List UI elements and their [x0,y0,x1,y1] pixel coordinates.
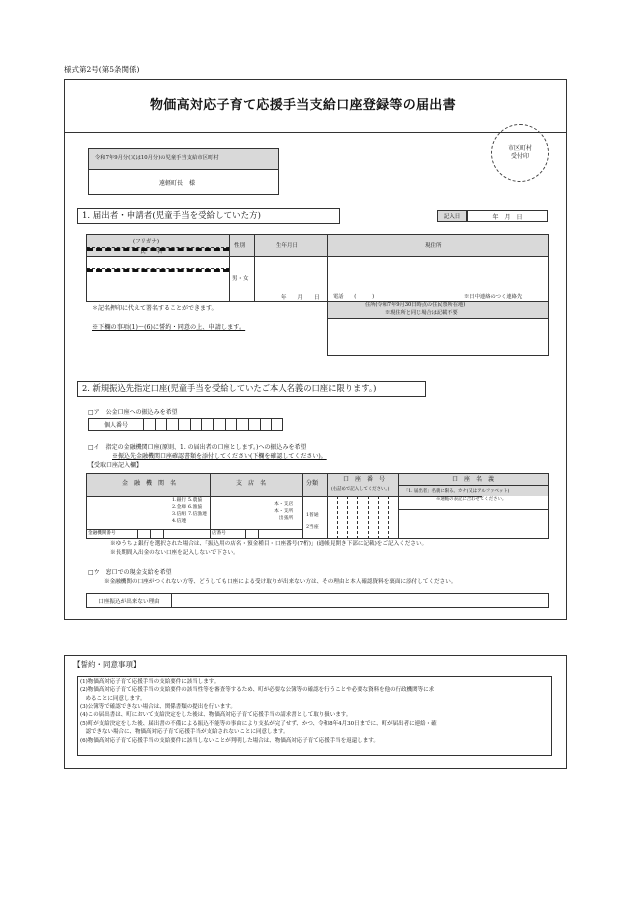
registered-address-note: ※現住所と同じ場合は記載不要 [385,310,458,316]
address-header: 現住所 [425,243,442,249]
bank-name-header: 金 融 機 関 名 [122,480,177,487]
digit-cell-divider [213,418,214,431]
account-digit-divider [368,496,369,539]
addressee-line1: 令和7年9月分(又は10月分)の児童手当支給市区町村 [95,155,219,161]
furigana-label: (フリガナ) [133,239,160,245]
account-number-note: (右詰めで記入してください。) [331,487,390,492]
pledge-item: めることに同意します。 [80,695,146,702]
digit-cell-divider [236,418,237,431]
form-title: 物価高対応子育て応援手当支給口座登録等の届出書 [150,98,456,113]
account-category-option[interactable]: 2当座 [306,525,319,531]
digit-cell-divider [201,418,202,431]
gender-header: 性別 [234,243,246,249]
dormant-account-note: ※長期間入出金のない口座を記入しないで下さい。 [110,550,239,556]
option-u-note: ※金融機関の口座がつくれない方等、どうしても口座による受け取りが出来ない方は、その理由と本人確認資料を裏面に添付してください。 [104,579,457,585]
branch-type-option[interactable]: 本・支所 [274,508,294,514]
bank-type-option[interactable]: 4.信連 [172,518,187,524]
branch-type-option[interactable]: 本・支店 [274,502,294,507]
bank-code-divider [163,529,164,539]
stamp-line1: 市区町村 [507,144,532,152]
yucho-note: ※ゆうちょ銀行を選択された場合は、「振込用の店名・預金種目・口座番号(7桁)」(通帳見開き下部に記載)をご記入ください。 [110,541,428,547]
pledge-item: (4)この届出書は、町において支給決定をした後は、物価高対応子育て応援手当の請求書として取り扱います。 [80,712,352,719]
bank-type-option[interactable]: 7.信漁連 [188,511,207,517]
option-i-note: ※振込先金融機関口座確認書類を添付してください(下欄を確認してください)。 [112,453,327,460]
pledge-item: (3)公簿等で確認できない場合は、関係書類の提出を行います。 [80,704,236,711]
bank-type-option[interactable]: 5.農協 [188,498,203,503]
pledge-items [80,678,550,745]
account-digit-divider [347,496,348,539]
digit-cell-divider [225,418,226,431]
date-label: 記入日 [437,210,467,222]
pledge-heading: 【誓約・同意事項】 [73,660,141,669]
bank-type-option[interactable]: 3.信組 [172,511,187,517]
category-header: 分類 [306,480,319,487]
registered-address-label: 住所(令和7年9月30日時点の住民票所在地) [365,302,466,308]
branch-code-label: 店番号 [212,531,226,536]
title-divider [64,132,567,133]
account-name-note1: 「1. 届出者」名義に限る。カナ(又はアルファベット) [404,489,510,494]
pledge-item: (1)物価高対応子育て応援手当の支給要件に該当します。 [80,679,220,685]
stamp-line2: 受付印 [510,153,529,160]
account-digit-divider [378,496,379,539]
bank-code-divider [150,529,151,539]
pledge-item: (2)物価高対応子育て応援手当の支給要件の該当性等を審査等するため、町が必要な公簿等の確認を行うことや必要な資料を他の行政機関等に求 [80,687,435,694]
pledge-item: 認できない場合に、物価高対応子育て応援手当が支給されないことに同意します。 [80,729,289,736]
bank-types-b [188,498,207,519]
reason-label: 口座振込が出来ない理由 [86,593,172,608]
bank-type-option[interactable]: 1.銀行 [172,498,187,503]
bank-type-option[interactable]: 6.漁協 [188,504,203,510]
name-label: 氏 名 [140,249,163,255]
branch-name-header: 支 店 名 [236,480,267,487]
account-digit-divider [337,496,338,539]
account-digit-divider [388,496,389,539]
account-category-option[interactable]: 1普通 [306,513,319,518]
consent-note: ※下欄の事項(1)〜(6)に誓約・同意の上、申請します。 [92,324,246,331]
bank-code-label: 金融機関番号 [88,531,116,536]
account-digit-divider [357,496,358,539]
addressee-line2: 遠軽町長 様 [159,180,196,187]
section1-heading: 1. 届出者・申請者(児童手当を受給していた方) [77,208,340,224]
branch-type-option[interactable]: 出張所 [278,515,294,521]
pledge-item: (5)町が支給決定をした後、届出書の不備による振込不能等の事由により支払が完了せず、かつ、令和8年4月30日までに、町が届出者に連絡・確 [80,720,437,727]
date-field[interactable]: 年 月 日 [467,210,548,222]
individual-number-label: 個人番号 [88,418,144,431]
account-number-header: 口 座 番 号 [343,476,386,483]
branch-types [274,502,293,523]
category-values [306,510,319,535]
dob-value[interactable]: 年 月 日 [281,295,320,301]
phone-field[interactable]: 電話 ( ) [333,294,375,300]
digit-cell-divider [248,418,249,431]
reception-stamp [491,124,549,182]
digit-cell-divider [178,418,179,431]
digit-cell-divider [190,418,191,431]
dob-header: 生年月日 [276,243,299,249]
branch-code-divider [258,529,259,539]
digit-cell-divider [271,418,272,431]
signature-note: ＊記名押印に代えて署名することができます。 [92,305,218,312]
option-u-checkbox[interactable]: □ウ 窓口での現金支給を希望 [88,569,172,576]
reason-field[interactable] [171,593,549,608]
digit-cell-divider [260,418,261,431]
digit-cell-divider [166,418,167,431]
section2-heading: 2. 新規振込先指定口座(児童手当を受給していたご本人名義の口座に限ります。) [77,381,426,397]
bank-types-a [172,498,186,526]
bank-code-divider [137,529,138,539]
digit-cell-divider [155,418,156,431]
account-name-note2: ※通帳の表記に合わせてください。 [436,497,507,502]
form-number: 様式第2号(第5条関係) [64,65,140,74]
daytime-contact-note: ※日中連絡のつく連絡先 [464,294,523,300]
account-name-header: 口 座 名 義 [452,476,495,483]
account-section-label: 【受取口座記入欄】 [88,462,143,469]
option-i-checkbox[interactable]: □イ 指定の金融機関口座(原則、1. の届出者の口座とします。)への振込みを希望 [88,444,307,451]
branch-code-divider [245,529,246,539]
pledge-item: (6)物価高対応子育て応援手当の支給要件に該当しないことが判明した場合は、物価高対応子育て応援手当を返還します。 [80,737,379,744]
gender-value[interactable]: 男・女 [232,276,249,282]
bank-type-option[interactable]: 2.金庫 [172,504,187,510]
option-a-checkbox[interactable]: □ア 公金口座への振込みを希望 [88,409,178,416]
